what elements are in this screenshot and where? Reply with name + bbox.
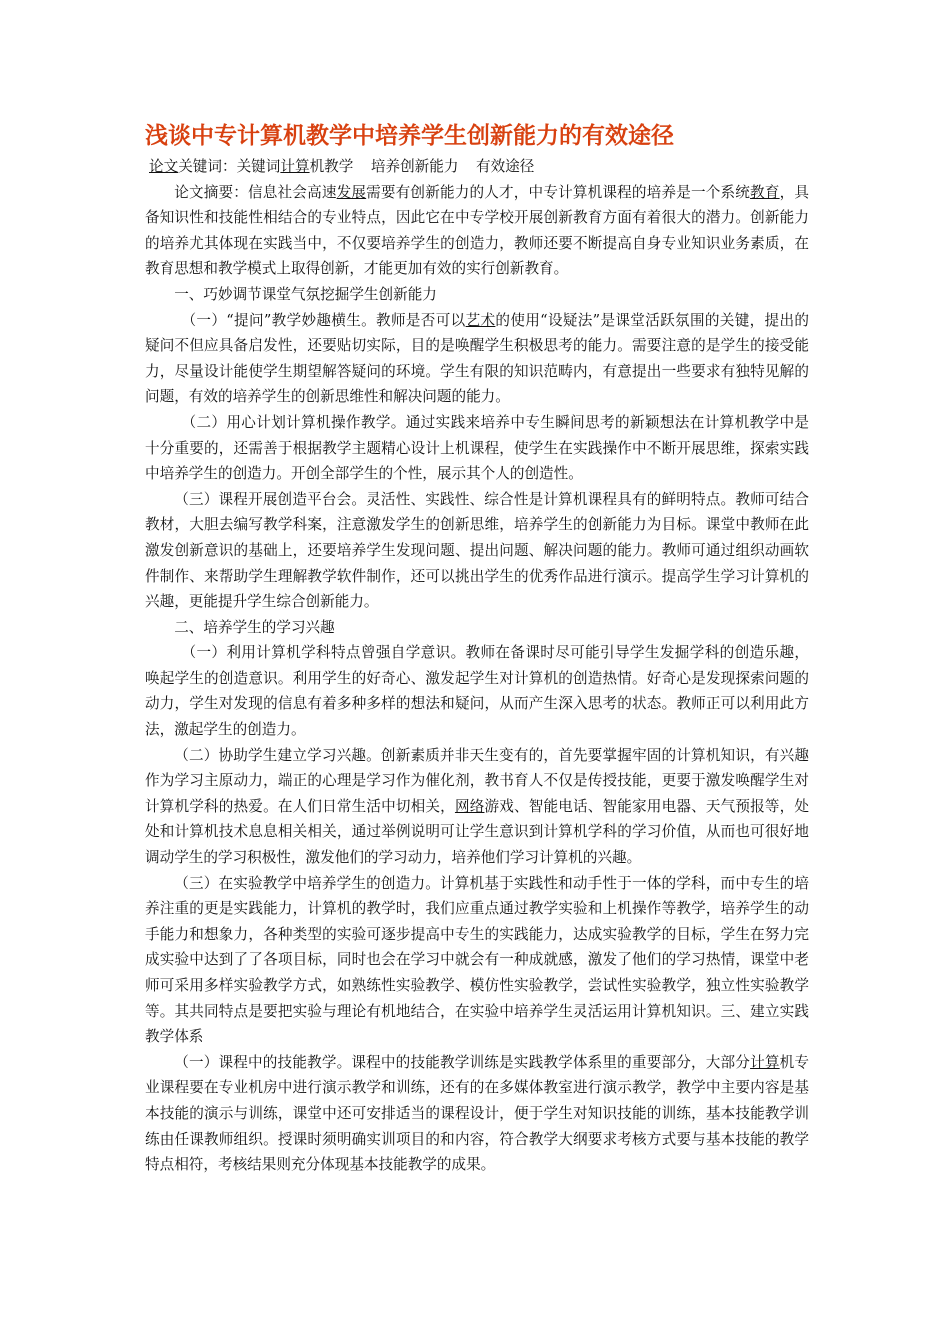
section-2-heading: 二、培养学生的学习兴趣 xyxy=(174,618,335,636)
keyword-link-lunwen[interactable]: 论文 xyxy=(149,158,179,175)
keywords-prefix: 关键词：关键词 xyxy=(178,158,281,175)
keyword-3: 有效途径 xyxy=(475,158,535,175)
article-body xyxy=(145,120,809,1178)
section-3-paragraph-1 xyxy=(145,1050,809,1178)
section-1-paragraph-2: （二）用心计划计算机操作教学。通过实践来培养中专生瞬间思考的新颖想法在计算机教学中是十分重要的，还需善于根据教学主题精心设计上机课程，使学生在实践操作中不断开展思维，探索实践中培养学生的创造力。开创全部学生的个性，展示其个人的创造性。 xyxy=(145,413,809,483)
abstract-text-3: ，具备知识性和技能性相结合的专业特点，因此它在中专学校开展创新教育方面有着很大的潜力。创新能力的培养尤其体现在实践当中，不仅要培养学生的创造力，教师还要不断提高自身专业知识业务素质，在教育思想和教学模式上取得创新，才能更加有效的实行创新教育。 xyxy=(145,183,809,278)
s1-p1-link-yishu[interactable]: 艺术 xyxy=(465,311,496,329)
keyword-1-rest: 机教学 xyxy=(309,158,354,175)
s2-p2-text-1: （二）协助学生建立学习兴趣。创新素质并非天生变有的，首先要掌握牢固的计算机知识，有兴趣作为学习主原动力，端正的心理是学习作为催化剂，教书育人不仅是传授技能，更要于激发唤醒学生对计算机学科的热爱。在人们日常生活中切相关， xyxy=(145,746,809,815)
section-1-paragraph-1 xyxy=(145,308,809,410)
article-title: 浅谈中专计算机教学中培养学生创新能力的有效途径 xyxy=(145,123,674,149)
abstract-paragraph xyxy=(145,180,809,282)
s1-p1-text-2: 的使用“设疑法”是课堂活跃氛围的关键，提出的疑问不但应具备启发性，还要贴切实际，目的是唤醒学生积极思考的能力。需要注意的是学生的接受能力，尽量设计能使学生期望解答疑问的环境。学生有限的知识范畴内，有意提出一些要求有独特见解的问题，有效的培养学生的创新思维性和解决问题的能力。 xyxy=(145,311,809,406)
abstract-text-2: 需要有创新能力的人才，中专计算机课程的培养是一个系统 xyxy=(366,183,751,201)
s1-p1-text-1: （一）“提问”教学妙趣横生。教师是否可以 xyxy=(181,311,466,329)
s3-p1-text-2: 机专业课程要在专业机房中进行演示教学和训练，还有的在多媒体教室进行演示教学，教学中主要内容是基本技能的演示与训练，课堂中还可安排适当的课程设计，便于学生对知识技能的训练，基本技能教学训练由任课教师组织。授课时须明确实训项目的和内容，符合教学大纲要求考核方式要与基本技能的教学特点相符，考核结果则充分体现基本技能教学的成果。 xyxy=(145,1053,809,1174)
s2-p2-link-wangluo[interactable]: 网络 xyxy=(454,797,485,815)
section-1-paragraph-3: （三）课程开展创造平台会。灵活性、实践性、综合性是计算机课程具有的鲜明特点。教师可结合教材，大胆去编写教学科案，注意激发学生的创新思维，培养学生的创新能力为目标。课堂中教师在此激发创新意识的基础上，还要培养学生发现问题、提出问题、解决问题的能力。教师可通过组织动画软件制作、来帮助学生理解教学软件制作，还可以挑出学生的优秀作品进行演示。提高学生学习计算机的兴趣，更能提升学生综合创新能力。 xyxy=(145,490,809,611)
s2-p2-text-2: 游戏、智能电话、智能家用电器、天气预报等，处处和计算机技术息息相关相关，通过举例说明可让学生意识到计算机学科的学习价值，从而也可很好地调动学生的学习积极性，激发他们的学习动力，培养他们学习计算机的兴趣。 xyxy=(145,797,809,867)
abstract-link-fazhan[interactable]: 发展 xyxy=(336,183,367,201)
keywords-line xyxy=(145,154,809,180)
s3-p1-text-1: （一）课程中的技能教学。课程中的技能教学训练是实践教学体系里的重要部分，大部分 xyxy=(174,1053,751,1071)
abstract-text-1: 论文摘要：信息社会高速 xyxy=(174,183,337,201)
section-2-paragraph-3: （三）在实验教学中培养学生的创造力。计算机基于实践性和动手性于一体的学科，而中专生的培养注重的更是实践能力，计算机的教学时，我们应重点通过教学实验和上机操作等教学，培养学生的动手能力和想象力，各种类型的实验可逐步提高中专生的实践能力，达成实验教学的目标，学生在努力完成实验中达到了了各项目标，同时也会在学习中就会有一种成就感，激发了他们的学习热情，课堂中老师可采用多样实验教学方式，如熟练性实验教学、模仿性实验教学，尝试性实验教学，独立性实验教学等。其共同特点是要把实验与理论有机地结合，在实验中培养学生灵活运用计算机知识。三、建立实践教学体系 xyxy=(145,874,809,1046)
section-2-paragraph-2 xyxy=(145,743,809,871)
abstract-link-jiaoyu[interactable]: 教育 xyxy=(750,183,780,201)
s3-p1-link-jisuan[interactable]: 计算 xyxy=(750,1053,780,1071)
section-1-heading: 一、巧妙调节课堂气氛挖掘学生创新能力 xyxy=(174,285,437,303)
keyword-link-jisuan[interactable]: 计算 xyxy=(280,158,310,175)
section-2-paragraph-1: （一）利用计算机学科特点曾强自学意识。教师在备课时尽可能引导学生发掘学科的创造乐趣，唤起学生的创造意识。利用学生的好奇心、激发起学生对计算机的创造热情。好奇心是发现探索问题的动力，学生对发现的信息有着多种多样的想法和疑问，从而产生深入思考的状态。教师正可以利用此方法，激起学生的创造力。 xyxy=(145,644,809,739)
keyword-2: 培养创新能力 xyxy=(370,158,459,175)
